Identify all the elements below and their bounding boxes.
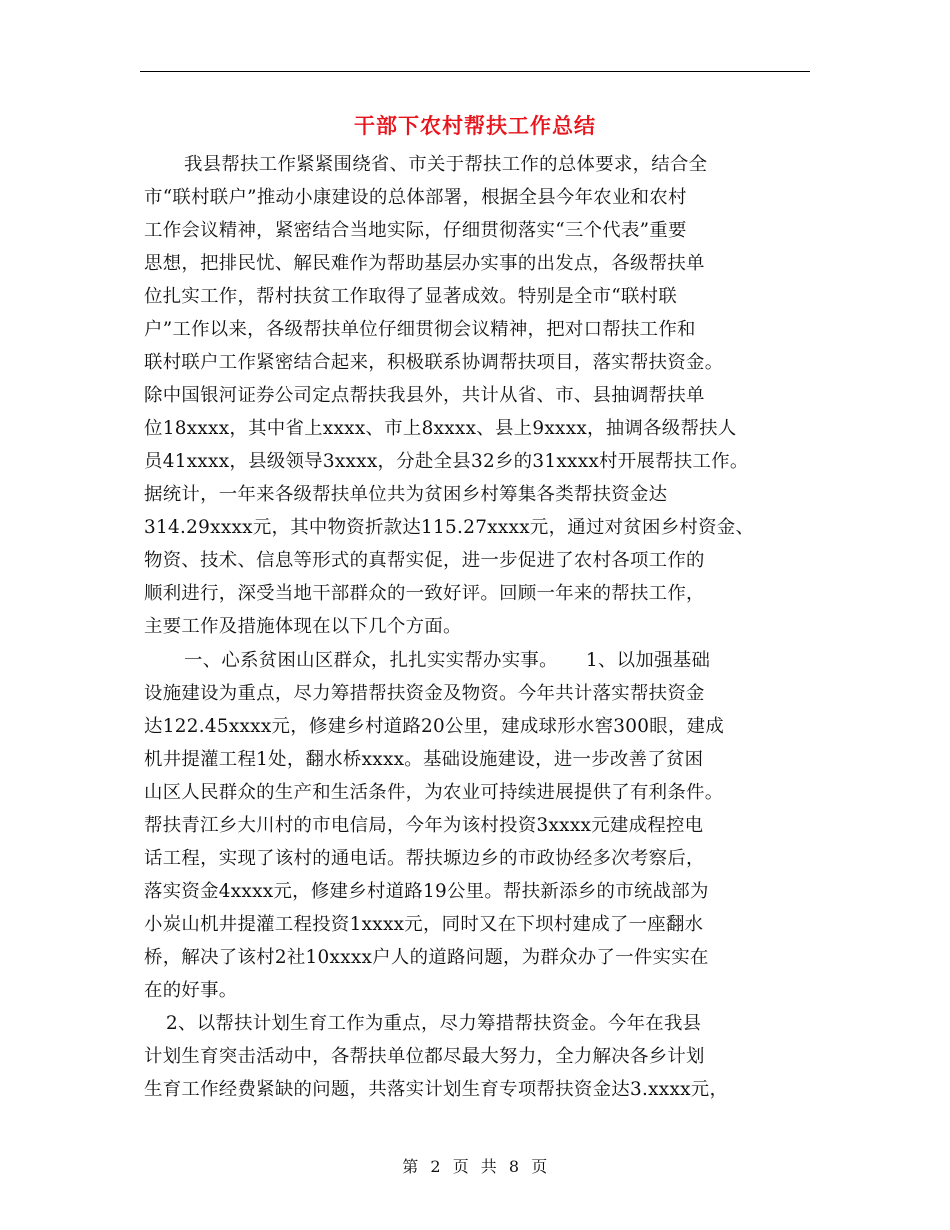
footer-total-prefix: 共 — [480, 1157, 498, 1176]
body-line: 2、以帮扶计划生育工作为重点，尽力筹措帮扶资金。今年在我县 — [166, 1013, 702, 1034]
body-line: 位18xxxx，其中省上xxxx、市上8xxxx、县上9xxxx，抽调各级帮扶人 — [144, 418, 737, 439]
footer-page-prefix: 第 — [402, 1157, 419, 1176]
body-line: 户”工作以来，各级帮扶单位仔细贯彻会议精神，把对口帮扶工作和 — [144, 319, 696, 340]
body-line: 机井提灌工程1处，翻水桥xxxx。基础设施建设，进一步改善了贫困 — [144, 749, 704, 770]
body-line: 桥，解决了该村2社10xxxx户人的道路问题，为群众办了一件实实在 — [144, 947, 709, 968]
document-title: 干部下农村帮扶工作总结 — [354, 114, 596, 138]
footer-page-word: 页 — [452, 1157, 470, 1176]
page-footer — [0, 1154, 950, 1177]
body-line: 生育工作经费紧缺的问题，共落实计划生育专项帮扶资金达3.xxxx元， — [144, 1079, 729, 1100]
body-line: 工作会议精神，紧密结合当地实际，仔细贯彻落实“三个代表”重要 — [144, 220, 687, 241]
body-line: 联村联户工作紧密结合起来，积极联系协调帮扶项目，落实帮扶资金。 — [144, 352, 724, 373]
body-line: 山区人民群众的生产和生活条件，为农业可持续进展提供了有利条件。 — [144, 782, 724, 803]
body-line: 位扎实工作，帮村扶贫工作取得了显著成效。特别是全市“联村联 — [144, 286, 678, 307]
body-line: 设施建设为重点，尽力筹措帮扶资金及物资。今年共计落实帮扶资金 — [144, 683, 705, 704]
footer-total-pages: 8 — [508, 1157, 520, 1176]
body-line: 落实资金4xxxx元，修建乡村道路19公里。帮扶新添乡的市统战部为 — [144, 881, 709, 902]
body-line: 达122.45xxxx元，修建乡村道路20公里，建成球形水窖300眼，建成 — [144, 716, 725, 737]
body-line: 主要工作及措施体现在以下几个方面。 — [144, 616, 462, 637]
body-line: 除中国银河证券公司定点帮扶我县外，共计从省、市、县抽调帮扶单 — [144, 385, 705, 406]
body-line: 计划生育突击活动中，各帮扶单位都尽最大努力，全力解决各乡计划 — [144, 1046, 705, 1067]
body-line: 市“联村联户”推动小康建设的总体部署，根据全县今年农业和农村 — [144, 187, 687, 208]
footer-page-number: 2 — [430, 1157, 442, 1176]
body-line: 思想，把排民忧、解民难作为帮助基层办实事的出发点，各级帮扶单 — [144, 253, 705, 274]
body-line: 我县帮扶工作紧紧围绕省、市关于帮扶工作的总体要求，结合全 — [184, 154, 708, 175]
body-line: 话工程，实现了该村的通电话。帮扶塬边乡的市政协经多次考察后， — [144, 848, 705, 869]
body-line: 员41xxxx，县级领导3xxxx，分赴全县32乡的31xxxx村开展帮扶工作。 — [144, 451, 749, 472]
body-line: 在的好事。 — [144, 980, 238, 1001]
footer-total-word: 页 — [531, 1157, 548, 1176]
body-line: 314.29xxxx元，其中物资折款达115.27xxxx元，通过对贫困乡村资金、 — [144, 517, 755, 538]
body-line: 一、心系贫困山区群众，扎扎实实帮办实事。 1、以加强基础 — [184, 650, 711, 671]
body-line: 物资、技术、信息等形式的真帮实促，进一步促进了农村各项工作的 — [144, 550, 705, 571]
body-line: 小炭山机井提灌工程投资1xxxx元，同时又在下坝村建成了一座翻水 — [144, 914, 704, 935]
header-rule — [140, 71, 810, 72]
body-line: 据统计，一年来各级帮扶单位共为贫困乡村筹集各类帮扶资金达 — [144, 484, 668, 505]
body-line: 顺利进行，深受当地干部群众的一致好评。回顾一年来的帮扶工作， — [144, 583, 705, 604]
body-line: 帮扶青江乡大川村的市电信局，今年为该村投资3xxxx元建成程控电 — [144, 815, 704, 836]
